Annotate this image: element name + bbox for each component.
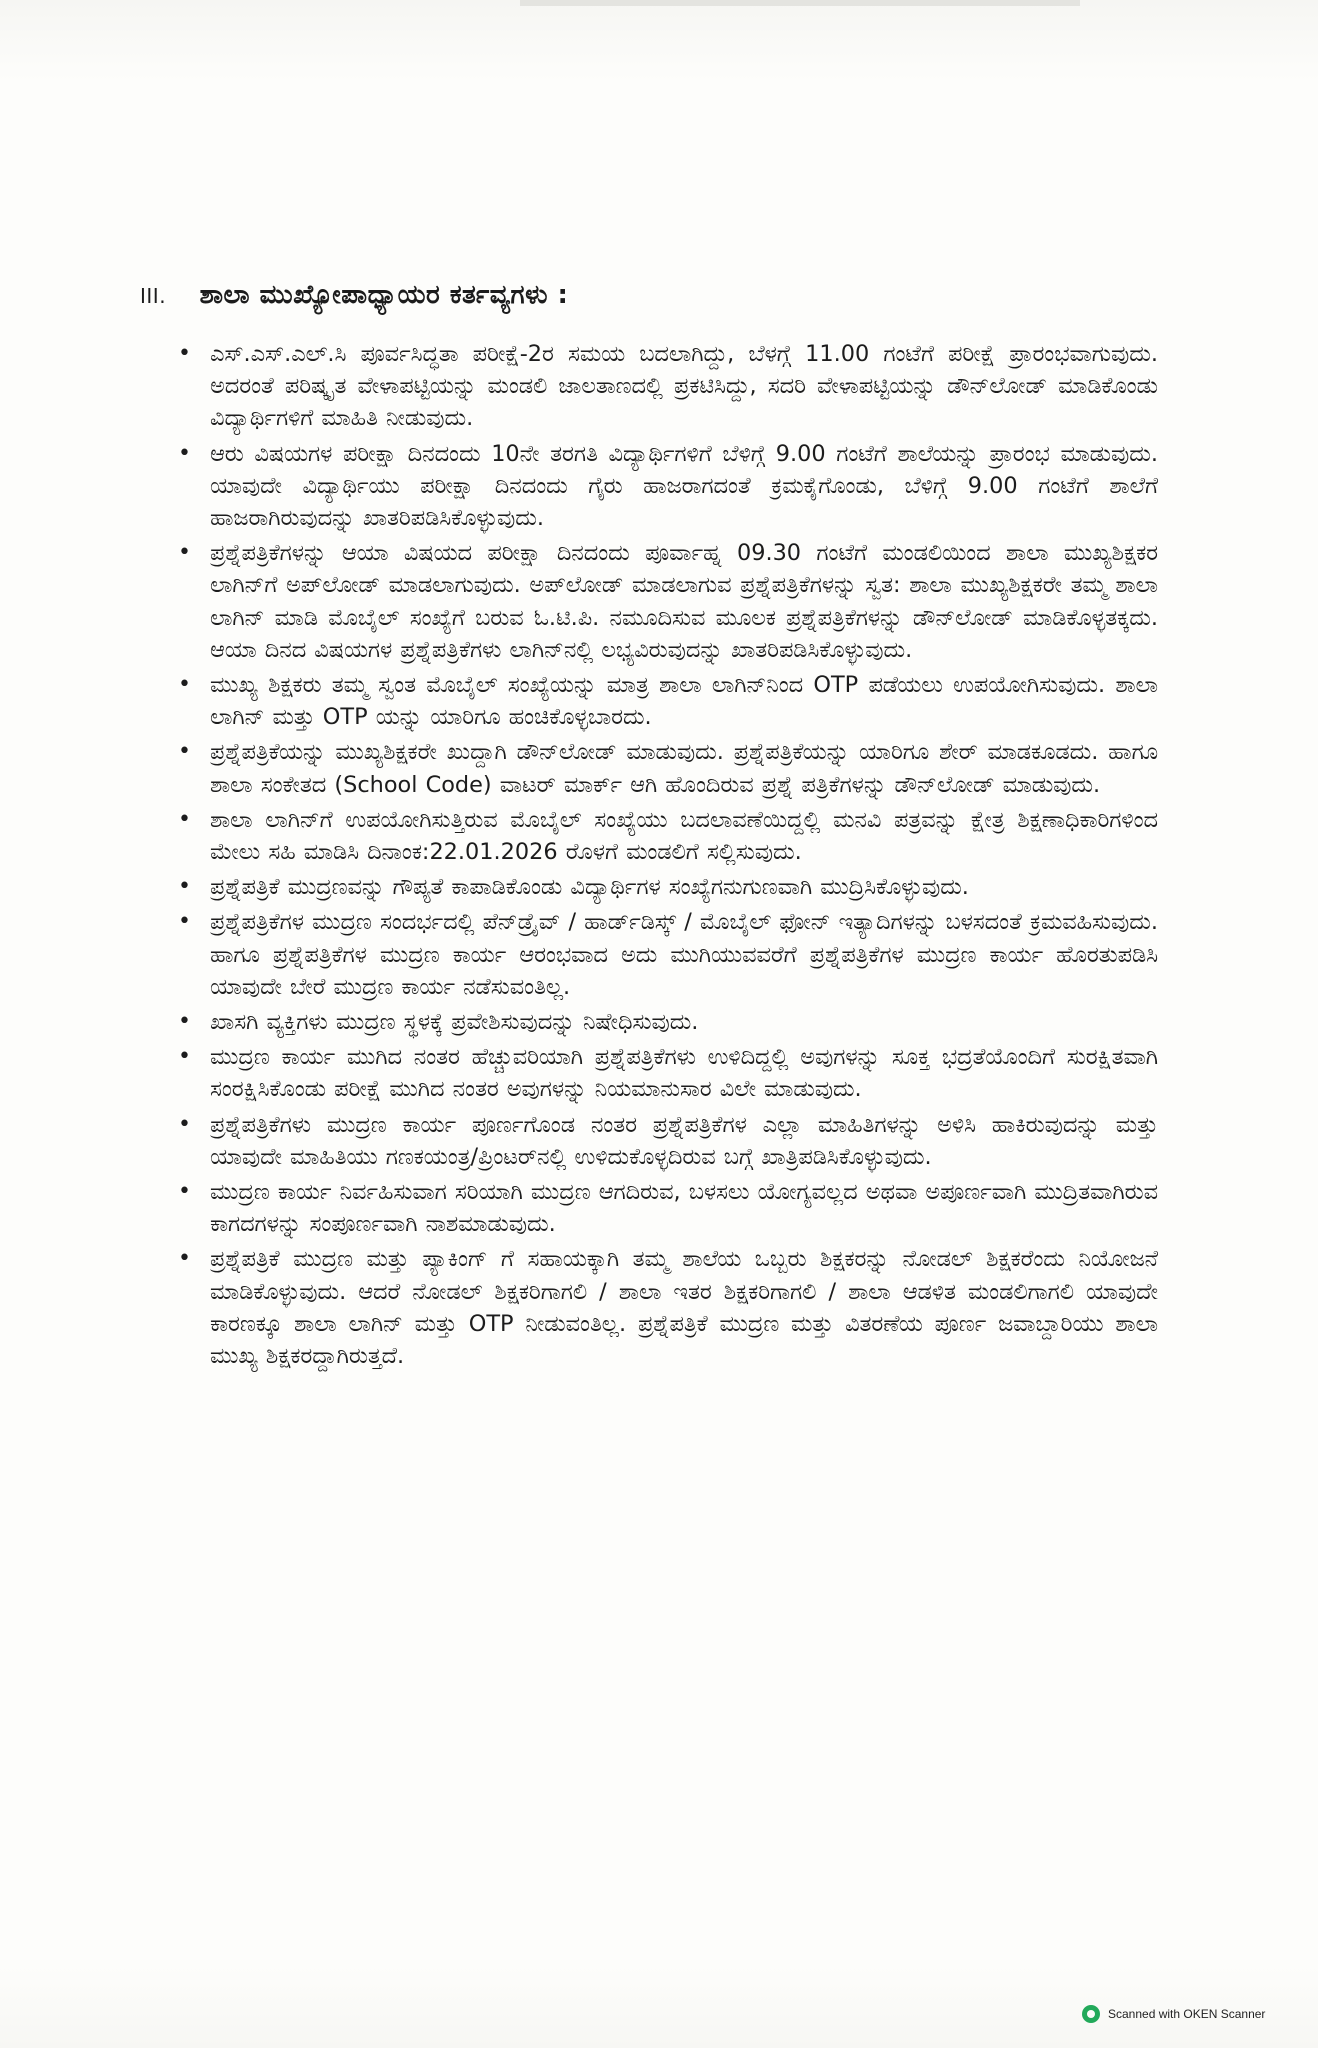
list-item: • ಮುದ್ರಣ ಕಾರ್ಯ ನಿರ್ವಹಿಸುವಾಗ ಸರಿಯಾಗಿ ಮುದ್ರಣ ಆಗದಿರುವ, ಬಳಸಲು ಯೋಗ್ಯವಲ್ಲದ ಅಥವಾ ಅಪೂರ್ಣವಾಗಿ ಮುದ್ರಿತವಾಗಿರುವ ಕಾಗದಗಳನ್ನು ಸಂಪೂರ್ಣವಾಗಿ ನಾಶಮಾಡುವುದು. — [210, 1176, 1158, 1240]
list-item: • ಪ್ರಶ್ನೆಪತ್ರಿಕೆ ಮುದ್ರಣವನ್ನು ಗೌಪ್ಯತೆ ಕಾಪಾಡಿಕೊಂಡು ವಿದ್ಯಾರ್ಥಿಗಳ ಸಂಖ್ಯೆಗನುಗುಣವಾಗಿ ಮುದ್ರಿಸಿಕೊಳ್ಳುವುದು. — [210, 871, 1158, 903]
list-item: • ಖಾಸಗಿ ವ್ಯಕ್ತಿಗಳು ಮುದ್ರಣ ಸ್ಥಳಕ್ಕೆ ಪ್ರವೇಶಿಸುವುದನ್ನು ನಿಷೇಧಿಸುವುದು. — [210, 1006, 1158, 1038]
section-heading — [140, 280, 1140, 311]
list-item: • ಪ್ರಶ್ನೆಪತ್ರಿಕೆಗಳು ಮುದ್ರಣ ಕಾರ್ಯ ಪೂರ್ಣಗೊಂಡ ನಂತರ ಪ್ರಶ್ನೆಪತ್ರಿಕೆಗಳ ಎಲ್ಲಾ ಮಾಹಿತಿಗಳನ್ನು ಅಳಿಸಿ ಹಾಕಿರುವುದನ್ನು ಮತ್ತು ಯಾವುದೇ ಮಾಹಿತಿಯು ಗಣಕಯಂತ್ರ/ಪ್ರಿಂಟರ್‌ನಲ್ಲಿ ಉಳಿದುಕೊಳ್ಳದಿರುವ ಬಗ್ಗೆ ಖಾತ್ರಿಪಡಿಸಿಕೊಳ್ಳುವುದು. — [210, 1109, 1158, 1173]
oken-scanner-logo-icon — [1082, 2005, 1100, 2023]
list-item: • ಪ್ರಶ್ನೆಪತ್ರಿಕೆ ಮುದ್ರಣ ಮತ್ತು ಪ್ಯಾಕಿಂಗ್ ಗೆ ಸಹಾಯಕ್ಕಾಗಿ ತಮ್ಮ ಶಾಲೆಯ ಒಬ್ಬರು ಶಿಕ್ಷಕರನ್ನು ನೋಡಲ್ ಶಿಕ್ಷಕರೆಂದು ನಿಯೋಜನೆ ಮಾಡಿಕೊಳ್ಳುವುದು. ಆದರೆ ನೋಡಲ್ ಶಿಕ್ಷಕರಿಗಾಗಲಿ / ಶಾಲಾ ಇತರ ಶಿಕ್ಷಕರಿಗಾಗಲಿ / ಶಾಲಾ ಆಡಳಿತ ಮಂಡಲಿಗಾಗಲಿ ಯಾವುದೇ ಕಾರಣಕ್ಕೂ ಶಾಲಾ ಲಾಗಿನ್ ಮತ್ತು OTP ನೀಡುವಂತಿಲ್ಲ. ಪ್ರಶ್ನೆಪತ್ರಿಕೆ ಮುದ್ರಣ ಮತ್ತು ವಿತರಣೆಯ ಪೂರ್ಣ ಜವಾಬ್ದಾರಿಯು ಶಾಲಾ ಮುಖ್ಯ ಶಿಕ್ಷಕರದ್ದಾಗಿರುತ್ತದೆ. — [210, 1243, 1158, 1372]
list-item: • ಪ್ರಶ್ನೆಪತ್ರಿಕೆಗಳ ಮುದ್ರಣ ಸಂದರ್ಭದಲ್ಲಿ ಪೆನ್‌ಡ್ರೈವ್ / ಹಾರ್ಡ್‌ಡಿಸ್ಕ್ / ಮೊಬೈಲ್ ಫೋನ್ ಇತ್ಯಾದಿಗಳನ್ನು ಬಳಸದಂತೆ ಕ್ರಮವಹಿಸುವುದು. ಹಾಗೂ ಪ್ರಶ್ನೆಪತ್ರಿಕೆಗಳ ಮುದ್ರಣ ಕಾರ್ಯ ಆರಂಭವಾದ ಅದು ಮುಗಿಯುವವರೆಗೆ ಪ್ರಶ್ನೆಪತ್ರಿಕೆಗಳ ಮುದ್ರಣ ಕಾರ್ಯ ಹೊರತುಪಡಿಸಿ ಯಾವುದೇ ಬೇರೆ ಮುದ್ರಣ ಕಾರ್ಯ ನಡೆಸುವಂತಿಲ್ಲ. — [210, 906, 1158, 1003]
duties-list — [210, 338, 1158, 1375]
section-title: ಶಾಲಾ ಮುಖ್ಯೋಪಾಧ್ಯಾಯರ ಕರ್ತವ್ಯಗಳು : — [199, 280, 569, 310]
list-item: • ಆರು ವಿಷಯಗಳ ಪರೀಕ್ಷಾ ದಿನದಂದು 10ನೇ ತರಗತಿ ವಿದ್ಯಾರ್ಥಿಗಳಿಗೆ ಬೆಳಿಗ್ಗೆ 9.00 ಗಂಟೆಗೆ ಶಾಲೆಯನ್ನು ಪ್ರಾರಂಭ ಮಾಡುವುದು. ಯಾವುದೇ ವಿದ್ಯಾರ್ಥಿಯು ಪರೀಕ್ಷಾ ದಿನದಂದು ಗೈರು ಹಾಜರಾಗದಂತೆ ಕ್ರಮಕೈಗೊಂಡು, ಬೆಳಿಗ್ಗೆ 9.00 ಗಂಟೆಗೆ ಶಾಲೆಗೆ ಹಾಜರಾಗಿರುವುದನ್ನು ಖಾತರಿಪಡಿಸಿಕೊಳ್ಳುವುದು. — [210, 438, 1158, 535]
list-item: • ಎಸ್.ಎಸ್.ಎಲ್.ಸಿ ಪೂರ್ವಸಿದ್ಧತಾ ಪರೀಕ್ಷೆ-2ರ ಸಮಯ ಬದಲಾಗಿದ್ದು, ಬೆಳಗ್ಗೆ 11.00 ಗಂಟೆಗೆ ಪರೀಕ್ಷೆ ಪ್ರಾರಂಭವಾಗುವುದು. ಅದರಂತೆ ಪರಿಷ್ಕೃತ ವೇಳಾಪಟ್ಟಿಯನ್ನು ಮಂಡಲಿ ಜಾಲತಾಣದಲ್ಲಿ ಪ್ರಕಟಿಸಿದ್ದು, ಸದರಿ ವೇಳಾಪಟ್ಟಿಯನ್ನು ಡೌನ್‌ಲೋಡ್ ಮಾಡಿಕೊಂಡು ವಿದ್ಯಾರ್ಥಿಗಳಿಗೆ ಮಾಹಿತಿ ನೀಡುವುದು. — [210, 338, 1158, 435]
scan-edge-shadow — [520, 0, 1080, 6]
list-item: • ಶಾಲಾ ಲಾಗಿನ್‌ಗೆ ಉಪಯೋಗಿಸುತ್ತಿರುವ ಮೊಬೈಲ್ ಸಂಖ್ಯೆಯು ಬದಲಾವಣೆಯಿದ್ದಲ್ಲಿ ಮನವಿ ಪತ್ರವನ್ನು ಕ್ಷೇತ್ರ ಶಿಕ್ಷಣಾಧಿಕಾರಿಗಳಿಂದ ಮೇಲು ಸಹಿ ಮಾಡಿಸಿ ದಿನಾಂಕ:22.01.2026 ರೊಳಗೆ ಮಂಡಲಿಗೆ ಸಲ್ಲಿಸುವುದು. — [210, 804, 1158, 868]
list-item: • ಮುಖ್ಯ ಶಿಕ್ಷಕರು ತಮ್ಮ ಸ್ವಂತ ಮೊಬೈಲ್ ಸಂಖ್ಯೆಯನ್ನು ಮಾತ್ರ ಶಾಲಾ ಲಾಗಿನ್‌ನಿಂದ OTP ಪಡೆಯಲು ಉಪಯೋಗಿಸುವುದು. ಶಾಲಾ ಲಾಗಿನ್ ಮತ್ತು OTP ಯನ್ನು ಯಾರಿಗೂ ಹಂಚಿಕೊಳ್ಳಬಾರದು. — [210, 669, 1158, 733]
list-item: • ಪ್ರಶ್ನೆಪತ್ರಿಕೆಯನ್ನು ಮುಖ್ಯಶಿಕ್ಷಕರೇ ಖುದ್ದಾಗಿ ಡೌನ್‌ಲೋಡ್ ಮಾಡುವುದು. ಪ್ರಶ್ನೆಪತ್ರಿಕೆಯನ್ನು ಯಾರಿಗೂ ಶೇರ್ ಮಾಡಕೂಡದು. ಹಾಗೂ ಶಾಲಾ ಸಂಕೇತದ (School Code) ವಾಟರ್ ಮಾರ್ಕ್ ಆಗಿ ಹೊಂದಿರುವ ಪ್ರಶ್ನೆ ಪತ್ರಿಕೆಗಳನ್ನು ಡೌನ್‌ಲೋಡ್ ಮಾಡುವುದು. — [210, 736, 1158, 800]
section-number: III. — [140, 284, 167, 308]
list-item: • ಪ್ರಶ್ನೆಪತ್ರಿಕೆಗಳನ್ನು ಆಯಾ ವಿಷಯದ ಪರೀಕ್ಷಾ ದಿನದಂದು ಪೂರ್ವಾಹ್ನ 09.30 ಗಂಟೆಗೆ ಮಂಡಲಿಯಿಂದ ಶಾಲಾ ಮುಖ್ಯಶಿಕ್ಷಕರ ಲಾಗಿನ್‌ಗೆ ಅಪ್‌ಲೋಡ್ ಮಾಡಲಾಗುವುದು. ಅಪ್‌ಲೋಡ್ ಮಾಡಲಾಗುವ ಪ್ರಶ್ನೆಪತ್ರಿಕೆಗಳನ್ನು ಸ್ವತ: ಶಾಲಾ ಮುಖ್ಯಶಿಕ್ಷಕರೇ ತಮ್ಮ ಶಾಲಾ ಲಾಗಿನ್ ಮಾಡಿ ಮೊಬೈಲ್ ಸಂಖ್ಯೆಗೆ ಬರುವ ಓ.ಟಿ.ಪಿ. ನಮೂದಿಸುವ ಮೂಲಕ ಪ್ರಶ್ನೆಪತ್ರಿಕೆಗಳನ್ನು ಡೌನ್‌ಲೋಡ್ ಮಾಡಿಕೊಳ್ಳತಕ್ಕದು. ಆಯಾ ದಿನದ ವಿಷಯಗಳ ಪ್ರಶ್ನೆಪತ್ರಿಕೆಗಳು ಲಾಗಿನ್‌ನಲ್ಲಿ ಲಭ್ಯವಿರುವುದನ್ನು ಖಾತರಿಪಡಿಸಿಕೊಳ್ಳುವುದು. — [210, 537, 1158, 666]
scanner-text: Scanned with OKEN Scanner — [1108, 2007, 1266, 2021]
list-item: • ಮುದ್ರಣ ಕಾರ್ಯ ಮುಗಿದ ನಂತರ ಹೆಚ್ಚುವರಿಯಾಗಿ ಪ್ರಶ್ನೆಪತ್ರಿಕೆಗಳು ಉಳಿದಿದ್ದಲ್ಲಿ ಅವುಗಳನ್ನು ಸೂಕ್ತ ಭದ್ರತೆಯೊಂದಿಗೆ ಸುರಕ್ಷಿತವಾಗಿ ಸಂರಕ್ಷಿಸಿಕೊಂಡು ಪರೀಕ್ಷೆ ಮುಗಿದ ನಂತರ ಅವುಗಳನ್ನು ನಿಯಮಾನುಸಾರ ವಿಲೇ ಮಾಡುವುದು. — [210, 1041, 1158, 1105]
scanner-watermark — [1082, 2005, 1265, 2023]
